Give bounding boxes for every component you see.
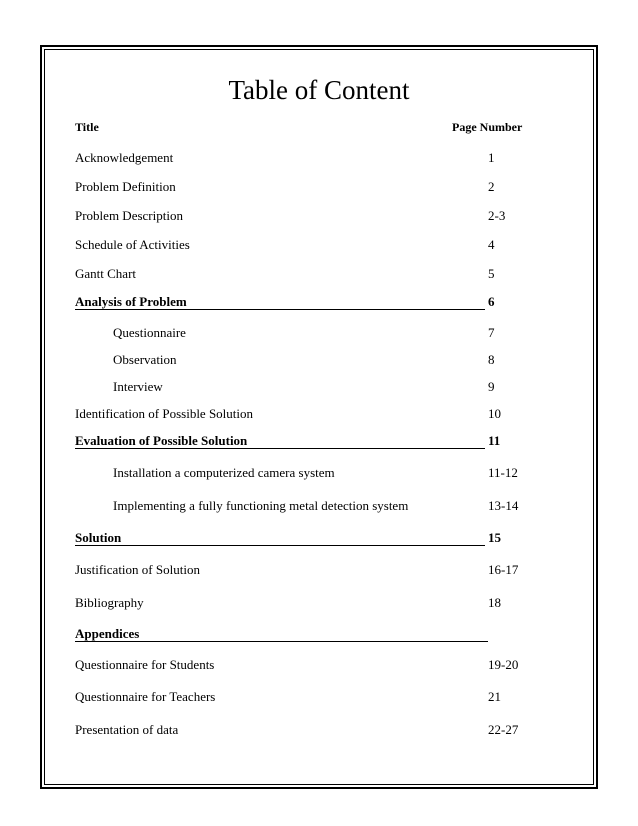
toc-section-evaluation [75, 433, 520, 449]
toc-entry-page: 11-12 [488, 465, 518, 480]
toc-entry-label: Gantt Chart [75, 266, 137, 281]
toc-entry-page: 7 [488, 325, 495, 340]
toc-entry-questionnaire-teachers [75, 689, 520, 705]
toc-entry-label: Problem Definition [75, 179, 176, 194]
toc-section-label: Appendices [75, 626, 140, 641]
title-column-header: Title [75, 120, 99, 134]
toc-entry-label: Schedule of Activities [75, 237, 190, 252]
toc-entry-page: 18 [488, 595, 501, 610]
page-number-column-header: Page Number [452, 120, 523, 134]
section-underline [75, 641, 488, 642]
toc-entry-page: 2 [488, 179, 495, 194]
page-title: Table of Content [228, 75, 410, 105]
toc-entry-page: 5 [488, 266, 495, 281]
toc-section-label: Analysis of Problem [75, 294, 187, 309]
toc-subentry-observation [75, 352, 520, 368]
toc-entry-page: 19-20 [488, 657, 519, 672]
toc-subentry-metal-detection [75, 498, 520, 514]
toc-entry-questionnaire-students [75, 657, 520, 673]
toc-subentry-questionnaire [75, 325, 520, 341]
toc-subentry-camera-system [75, 465, 520, 481]
section-underline [75, 448, 485, 449]
toc-entry-label: Questionnaire [113, 325, 186, 340]
toc-entry-page: 22-27 [488, 722, 519, 737]
toc-entry-bibliography [75, 595, 520, 611]
toc-entry-identification [75, 406, 520, 422]
toc-entry-label: Acknowledgement [75, 150, 174, 165]
toc-entry-gantt-chart [75, 266, 520, 282]
toc-entry-schedule-of-activities [75, 237, 520, 253]
toc-entry-page: 13-14 [488, 498, 519, 513]
toc-entry-page: 21 [488, 689, 501, 704]
toc-section-analysis-of-problem [75, 294, 520, 310]
section-underline [75, 309, 485, 310]
toc-entry-label: Observation [113, 352, 177, 367]
toc-section-solution [75, 530, 520, 546]
toc-entry-label: Problem Description [75, 208, 183, 223]
toc-entry-label: Identification of Possible Solution [75, 406, 254, 421]
toc-entry-label: Questionnaire for Teachers [75, 689, 216, 704]
toc-entry-page: 8 [488, 352, 495, 367]
toc-entry-label: Installation a computerized camera system [113, 465, 335, 480]
toc-entry-page: 15 [488, 530, 501, 545]
toc-entry-page: 11 [488, 433, 501, 448]
toc-section-appendices [75, 626, 520, 642]
toc-section-label: Solution [75, 530, 122, 545]
toc-entry-label: Questionnaire for Students [75, 657, 215, 672]
toc-entry-problem-description [75, 208, 520, 224]
toc-entry-label: Interview [113, 379, 163, 394]
toc-entry-page: 9 [488, 379, 495, 394]
toc-entry-page: 2-3 [488, 208, 506, 223]
toc-entry-acknowledgement [75, 150, 520, 166]
toc-entry-presentation-of-data [75, 722, 520, 738]
toc-entry-label: Bibliography [75, 595, 144, 610]
section-underline [75, 545, 485, 546]
toc-entry-label: Implementing a fully functioning metal detection system [113, 498, 409, 513]
toc-subentry-interview [75, 379, 520, 395]
toc-entry-page: 6 [488, 294, 495, 309]
toc-entry-justification [75, 562, 520, 578]
toc-entry-page: 10 [488, 406, 501, 421]
toc-entry-page: 16-17 [488, 562, 519, 577]
toc-section-label: Evaluation of Possible Solution [75, 433, 248, 448]
toc-entry-label: Presentation of data [75, 722, 179, 737]
toc-entry-problem-definition [75, 179, 520, 195]
toc-entry-page: 4 [488, 237, 495, 252]
toc-entry-page: 1 [488, 150, 495, 165]
toc-entry-label: Justification of Solution [75, 562, 200, 577]
